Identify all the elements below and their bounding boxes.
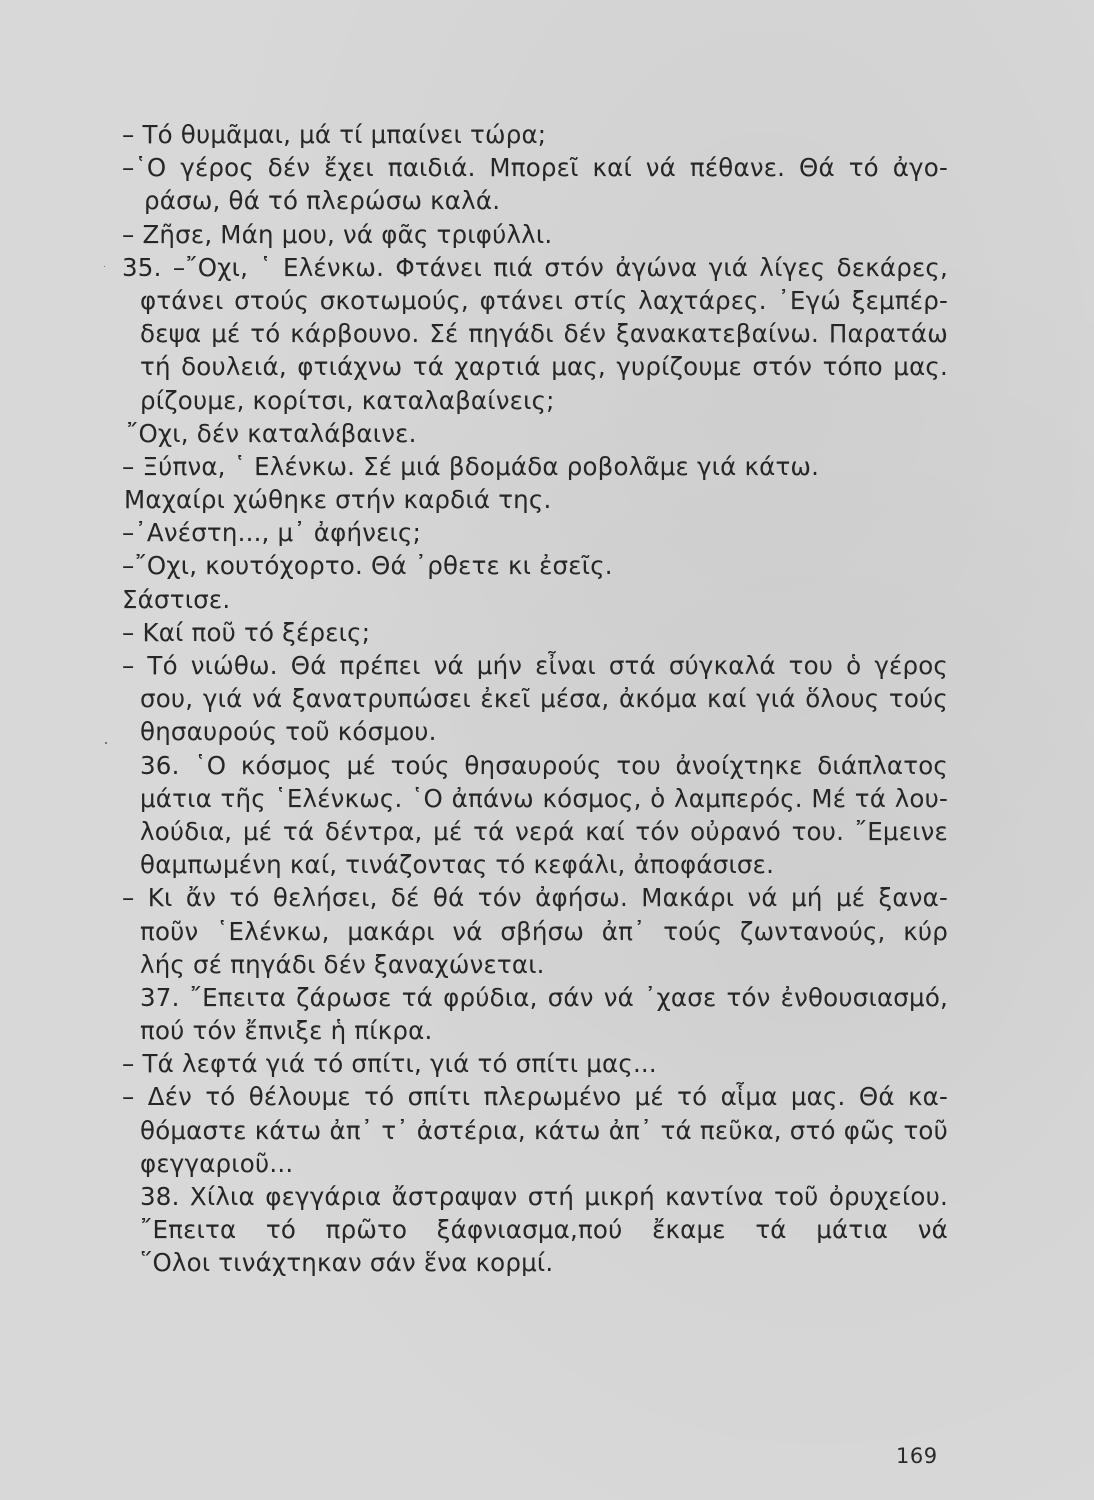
text-line: – Τά λεφτά γιά τό σπίτι, γιά τό σπίτι μας...	[122, 1049, 657, 1079]
text-line: –῾Ο γέρος δέν ἔχει παιδιά. Μπορεῖ καί νά πέθανε. Θά τό ἀγο-	[122, 153, 948, 183]
text-line: – Ζῆσε, Μάη μου, νά φᾶς τριφύλλι.	[122, 219, 553, 249]
text-line: 35. –῎Οχι, ῾ Ελένκω. Φτάνει πιά στόν ἀγώνα γιά λίγες δεκάρες,	[122, 252, 948, 282]
text-line: – Κι ἄν τό θελήσει, δέ θά τόν ἀφήσω. Μακάρι νά μή μέ ξανα-	[122, 883, 948, 913]
paper-speck	[105, 742, 107, 744]
text-line: Σάστισε.	[122, 584, 231, 614]
text-line: 37. ῎Επειτα ζάρωσε τά φρύδια, σάν νά ᾿χασε τόν ἐνθουσιασμό,	[140, 982, 948, 1012]
text-line: –᾿Ανέστη..., μ᾿ ἀφήνεις;	[122, 518, 422, 548]
text-line: 38. Χίλια φεγγάρια ἄστραψαν στή μικρή καντίνα τοῦ ὀρυχείου.	[140, 1182, 948, 1211]
text-line: θόμαστε κάτω ἀπ᾿ τ᾿ ἀστέρια, κάτω ἀπ᾿ τά πεῦκα, στό φῶς τοῦ	[140, 1115, 948, 1145]
text-line: πού τόν ἔπνιξε ἡ πίκρα.	[140, 1016, 433, 1046]
text-line: λούδια, μέ τά δέντρα, μέ τά νερά καί τόν οὐρανό του. ῎Εμεινε	[140, 816, 948, 846]
text-line: Μαχαίρι χώθηκε στήν καρδιά της.	[124, 485, 552, 515]
text-line: –῎Οχι, κουτόχορτο. Θά ᾿ρθετε κι ἐσεῖς.	[122, 551, 613, 581]
text-line: ῞Ολοι τινάχτηκαν σάν ἕνα κορμί.	[140, 1248, 554, 1278]
body-text	[122, 118, 948, 1280]
text-line: – Καί ποῦ τό ξέρεις;	[122, 617, 371, 647]
text-line: τή δουλειά, φτιάχνω τά χαρτιά μας, γυρίζουμε στόν τόπο μας.	[140, 352, 948, 382]
text-line: λής σέ πηγάδι δέν ξαναχώνεται.	[140, 949, 545, 979]
text-line: σου, γιά νά ξανατρυπώσει ἐκεῖ μέσα, ἀκόμα καί γιά ὅλους τούς	[140, 684, 948, 714]
text-line: – Δέν τό θέλουμε τό σπίτι πλερωμένο μέ τό αἷμα μας. Θά κα-	[122, 1082, 948, 1112]
text-line: δεψα μέ τό κάρβουνο. Σέ πηγάδι δέν ξανακατεβαίνω. Παρατάω	[140, 319, 948, 349]
text-line: θησαυρούς τοῦ κόσμου.	[140, 717, 437, 747]
text-line: μάτια τῆς ῾Ελένκως. ῾Ο ἀπάνω κόσμος, ὁ λαμπερός. Μέ τά λου-	[140, 783, 948, 813]
text-line: 36. ῾Ο κόσμος μέ τούς θησαυρούς του ἀνοίχτηκε διάπλατος	[140, 750, 948, 780]
text-line: – Τό θυμᾶμαι, μά τί μπαίνει τώρα;	[122, 120, 547, 149]
text-line: ῎Επειτα τό πρῶτο ξάφνιασμα,πού ἔκαμε τά μάτια νά	[140, 1215, 948, 1245]
text-line: – Τό νιώθω. Θά πρέπει νά μήν εἶναι στά σύγκαλά του ὁ γέρος	[122, 651, 948, 680]
page-number: 169	[896, 1444, 938, 1468]
text-line: ποῦν ῾Ελένκω, μακάρι νά σβήσω ἀπ᾿ τούς ζωντανούς, κύρ	[140, 916, 948, 946]
text-line: θαμπωμένη καί, τινάζοντας τό κεφάλι, ἀποφάσισε.	[140, 850, 775, 880]
text-line: ράσω, θά τό πλερώσω καλά.	[144, 186, 501, 216]
text-line: φτάνει στούς σκοτωμούς, φτάνει στίς λαχτάρες. ᾿Εγώ ξεμπέρ-	[140, 285, 948, 315]
paper-speck	[104, 266, 105, 267]
text-line: ρίζουμε, κορίτσι, καταλαβαίνεις;	[140, 385, 555, 415]
text-line: φεγγαριοῦ...	[140, 1148, 294, 1178]
text-line: – Ξύπνα, ῾ Ελένκω. Σέ μιά βδομάδα ροβολᾶμε γιά κάτω.	[122, 451, 820, 481]
text-line: ῎Οχι, δέν καταλάβαινε.	[126, 418, 417, 448]
